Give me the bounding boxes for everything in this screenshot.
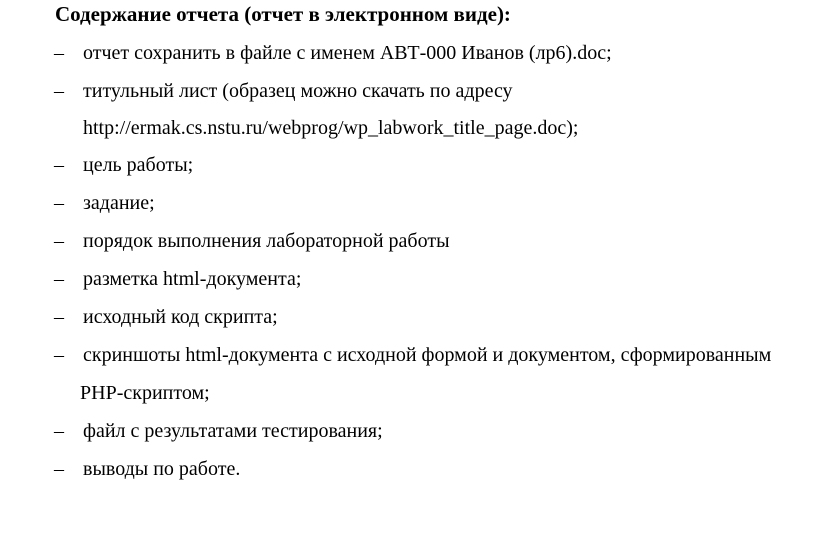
dash-bullet: – — [54, 192, 64, 214]
list-item-text: цель работы; — [83, 154, 194, 176]
list-item-text: задание; — [83, 192, 155, 214]
list-item-text: файл с результатами тестирования; — [83, 420, 383, 442]
dash-bullet: – — [54, 268, 64, 290]
dash-bullet: – — [54, 420, 64, 442]
dash-bullet: – — [54, 458, 64, 480]
dash-bullet: – — [54, 154, 64, 176]
list-item-text: выводы по работе. — [83, 458, 241, 480]
list-item-text: титульный лист (образец можно скачать по адресу — [83, 80, 513, 102]
dash-bullet: – — [54, 42, 64, 64]
list-item-text: отчет сохранить в файле с именем АВТ-000 Иванов (лр6).doc; — [83, 42, 612, 64]
list-item-text: порядок выполнения лабораторной работы — [83, 230, 450, 252]
list-item-text: разметка html-документа; — [83, 268, 302, 290]
list-item-continuation-url: http://ermak.cs.nstu.ru/webprog/wp_labwork_title_page.doc); — [83, 117, 579, 139]
list-item-text: скриншоты html-документа с исходной формой и документом, сформированным — [83, 344, 772, 366]
dash-bullet: – — [54, 230, 64, 252]
dash-bullet: – — [54, 80, 64, 102]
dash-bullet: – — [54, 344, 64, 366]
list-item-text: исходный код скрипта; — [83, 306, 278, 328]
dash-bullet: – — [54, 306, 64, 328]
list-item-continuation: PHP-скриптом; — [80, 382, 210, 404]
report-contents-heading: Содержание отчета (отчет в электронном виде): — [55, 2, 511, 26]
